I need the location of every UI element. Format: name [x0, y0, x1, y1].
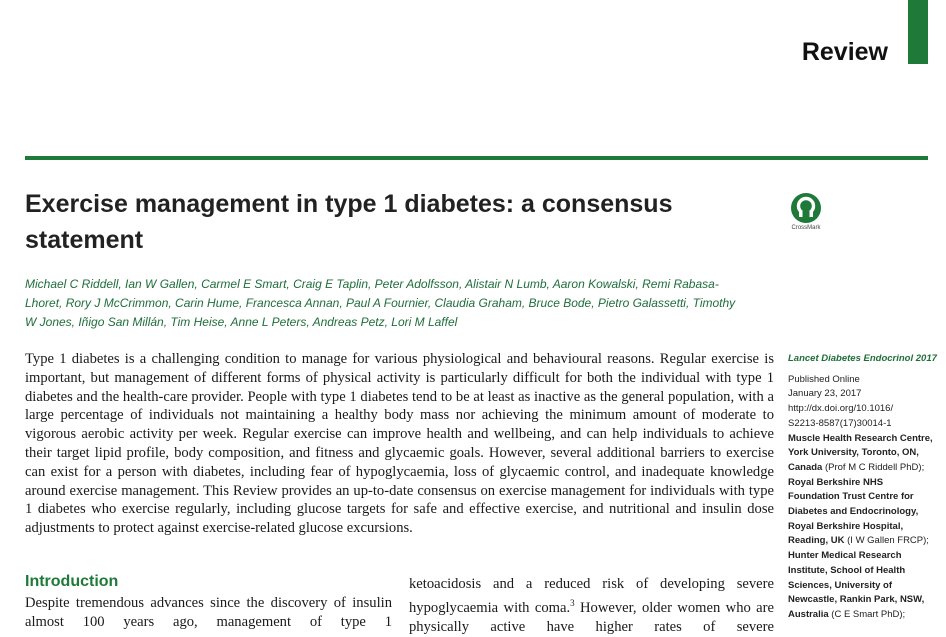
- article-sidebar: [788, 352, 938, 623]
- affiliation-author: (C E Smart PhD);: [828, 608, 906, 620]
- affiliation-line: Reading, UK: [788, 535, 845, 547]
- article-title: Exercise management in type 1 diabetes: a consensus statement: [25, 190, 673, 254]
- affiliation-line: Muscle Health Research Centre,: [788, 432, 933, 444]
- affiliation-2: [788, 476, 938, 550]
- author-list: Michael C Riddell, Ian W Gallen, Carmel E Smart, Craig E Taplin, Peter Adolfsson, Alistair N Lumb, Aaron Kowalski, Remi Rabasa-Lhoret, Rory J McCrimmon, Carin Hume, Francesca Annan, Paul A Fournier, Claudia Graham, Bruce Bode, Pietro Galassetti, Timothy W Jones, Iñigo San Millán, Tim Heise, Anne L Peters, Andreas Petz, Lori M Laffel: [25, 277, 736, 329]
- intro-right-text-continued: However, older women who are physically active have higher rates of severe: [409, 599, 774, 635]
- affiliation-3: [788, 549, 938, 623]
- journal-citation: Lancet Diabetes Endocrinol 2017: [788, 353, 937, 364]
- crossmark-label: CrossMark: [791, 225, 821, 231]
- crossmark-badge[interactable]: [786, 192, 826, 231]
- header-rule: [25, 156, 928, 160]
- crossmark-icon: [790, 192, 822, 224]
- affiliation-1: [788, 432, 938, 476]
- affiliation-author: (Prof M C Riddell PhD);: [822, 461, 925, 473]
- affiliation-line: Institute, School of Health: [788, 564, 906, 576]
- published-date: January 23, 2017: [788, 388, 862, 400]
- intro-text-left-column: Despite tremendous advances since the discovery of insulin almost 100 years ago, management of type 1: [25, 595, 392, 630]
- affiliation-line: Diabetes and Endocrinology,: [788, 506, 919, 518]
- introduction-heading: Introduction: [25, 573, 119, 590]
- affiliation-line: Australia: [788, 608, 829, 620]
- doi-link[interactable]: http://dx.doi.org/10.1016/: [788, 403, 894, 415]
- section-label: Review: [801, 38, 888, 66]
- intro-right-text: ketoacidosis and a reduced risk of developing severe hypoglycaemia with coma.: [409, 576, 774, 616]
- reference-marker[interactable]: 3: [570, 598, 575, 608]
- affiliation-line: York University, Toronto, ON,: [788, 447, 919, 459]
- affiliation-line: Sciences, University of: [788, 579, 893, 591]
- affiliation-line: Canada: [788, 461, 823, 473]
- affiliation-line: Foundation Trust Centre for: [788, 491, 914, 503]
- abstract: Type 1 diabetes is a challenging condition to manage for various physiological and behavioural reasons. Regular exercise is important, but management of different forms of physical activity is particularly difficult for both the individual with type 1 diabetes and the health-care provider. People with type 1 diabetes tend to be at least as inactive as the general population, with a large percentage of individuals not maintaining a healthy body mass nor achieving the minimum amount of moderate to vigorous aerobic activity per week. Regular exercise can improve health and wellbeing, and can help individuals to achieve their target lipid profile, body composition, and fitness and glycaemic goals. However, several additional barriers to exercise can exist for a person with diabetes, including fear of hypoglycaemia, loss of glycaemic control, and inadequate knowledge around exercise management. This Review provides an up-to-date consensus on exercise management for individuals with type 1 diabetes who exercise regularly, including glucose targets for safe and effective exercise, and nutritional and insulin dose adjustments to protect against exercise-related glucose excursions.: [25, 351, 774, 537]
- intro-text-right-column: [409, 575, 774, 637]
- affiliation-line: Royal Berkshire NHS: [788, 476, 884, 488]
- doi-identifier[interactable]: S2213-8587(17)30014-1: [788, 417, 892, 429]
- affiliation-author: (I W Gallen FRCP);: [844, 535, 929, 547]
- affiliation-line: Hunter Medical Research: [788, 550, 902, 562]
- section-color-tab: [908, 0, 928, 64]
- affiliation-line: Newcastle, Rankin Park, NSW,: [788, 594, 925, 606]
- published-label: Published Online: [788, 373, 860, 385]
- affiliation-line: Royal Berkshire Hospital,: [788, 520, 904, 532]
